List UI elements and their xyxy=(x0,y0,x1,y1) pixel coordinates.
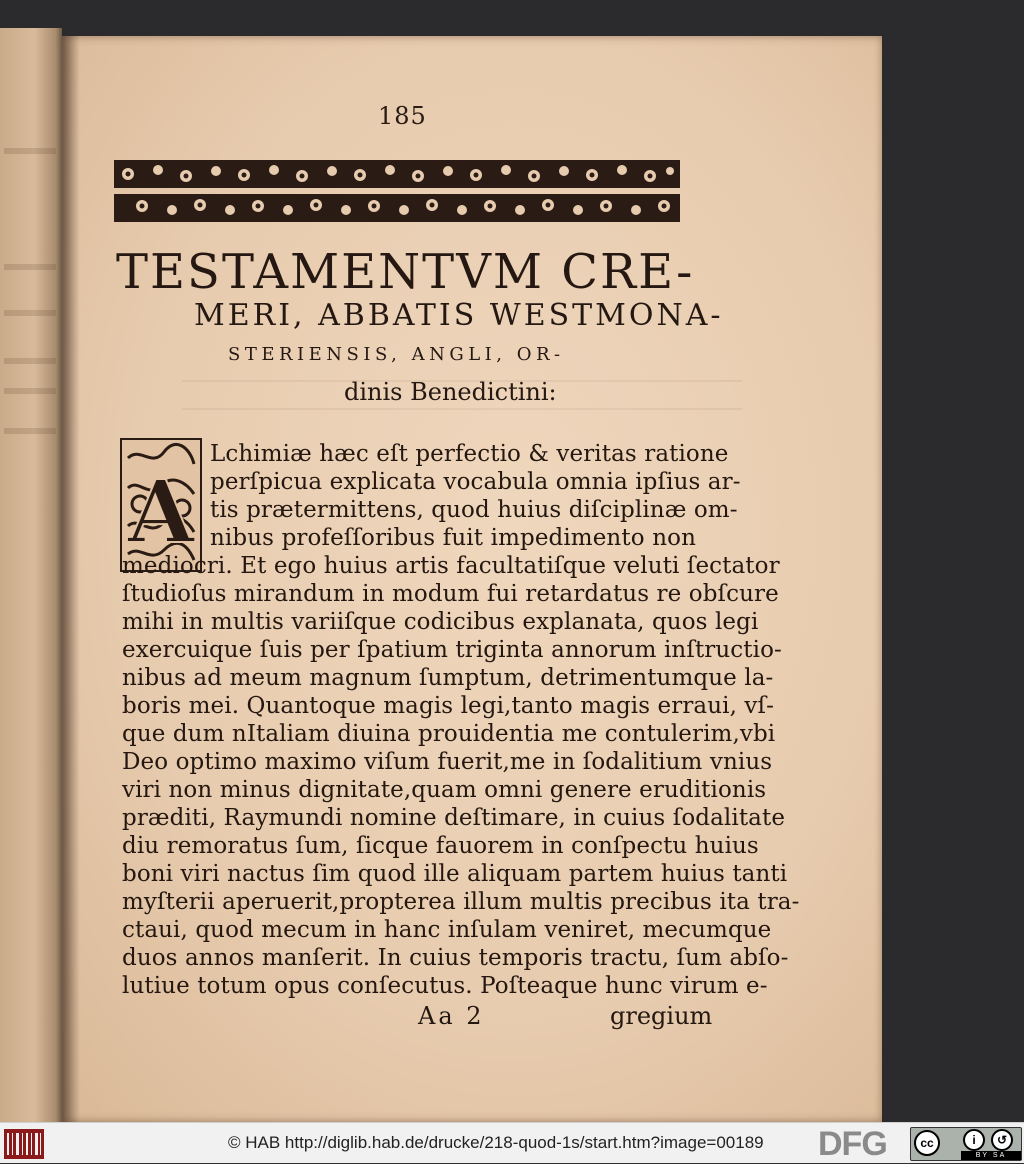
body-line: Deo optimo maximo viſum fuerit,me in ſodalitium vnius xyxy=(122,749,773,775)
body-line: nibus ad meum magnum ſumptum, detrimentumque la- xyxy=(122,665,774,691)
body-line: tis prætermittens, quod huius diſciplinæ om- xyxy=(210,497,738,523)
bleed-through-line xyxy=(182,408,742,410)
body-line: boni viri nactus ſim quod ille aliquam partem huius tanti xyxy=(122,861,788,887)
body-line: mihi in multis variiſque codicibus explanata, quos legi xyxy=(122,609,759,635)
share-alike-icon: ↺ xyxy=(991,1129,1013,1151)
body-line: Lchimiæ hæc eſt perfectio & veritas ratione xyxy=(210,441,729,467)
hab-barcode-icon xyxy=(4,1129,44,1159)
signature-mark: Aa 2 xyxy=(418,1002,485,1030)
footer-bar xyxy=(0,1122,1024,1163)
bleed-through-mark xyxy=(4,264,56,270)
bleed-through-mark xyxy=(4,388,56,394)
title-line-4: dinis Benedictini: xyxy=(344,378,557,406)
body-line: duos annos manſerit. In cuius temporis tractu, ſum abſo- xyxy=(122,945,789,971)
ornament-band-top xyxy=(114,160,680,188)
cc-license-badge[interactable] xyxy=(910,1127,1022,1161)
previous-page-edge xyxy=(0,28,62,1122)
body-line: lutiue totum opus conſecutus. Poſteaque hunc virum e- xyxy=(122,973,768,999)
catchword: gregium xyxy=(610,1002,713,1030)
body-line: viri non minus dignitate,quam omni genere eruditionis xyxy=(122,777,767,803)
title-line-3: STERIENSIS, ANGLI, OR- xyxy=(228,344,565,365)
initial-letter: A xyxy=(127,462,195,563)
bleed-through-mark xyxy=(4,148,56,154)
page-gutter-shadow xyxy=(62,36,80,1122)
page-number: 185 xyxy=(378,102,427,130)
body-line: nibus profeſſoribus fuit impedimento non xyxy=(210,525,696,551)
title-line-1: TESTAMENTVM CRE- xyxy=(116,244,695,300)
license-strip: BY SA xyxy=(961,1151,1021,1160)
body-line: ſtudioſus mirandum in modum fui retardatus re obſcure xyxy=(122,581,779,607)
title-line-2: MERI, ABBATIS WESTMONA- xyxy=(194,298,724,333)
ornament-band-bottom xyxy=(114,194,680,222)
source-credit-link[interactable]: © HAB http://diglib.hab.de/drucke/218-quod-1s/start.htm?image=00189 xyxy=(228,1133,764,1152)
body-line: diu remoratus ſum, ſicque fauorem in conſpectu huius xyxy=(122,833,759,859)
body-line: perſpicua explicata vocabula omnia ipſius ar- xyxy=(210,469,741,495)
body-line: ctaui, quod mecum in hanc inſulam veniret, mecumque xyxy=(122,917,772,943)
body-line: exercuique ſuis per ſpatium triginta annorum inſtructio- xyxy=(122,637,782,663)
cc-icon: cc xyxy=(914,1130,940,1156)
body-line: boris mei. Quantoque magis legi,tanto magis erraui, vſ- xyxy=(122,693,775,719)
body-line: myſterii aperuerit,propterea illum multis precibus ita tra- xyxy=(122,889,800,915)
book-page xyxy=(62,36,882,1122)
bleed-through-mark xyxy=(4,358,56,364)
bleed-through-mark xyxy=(4,428,56,434)
dfg-logo: DFG xyxy=(818,1125,887,1163)
body-line: mediocri. Et ego huius artis facultatiſque veluti ſectator xyxy=(122,553,780,579)
body-line: que dum nItaliam diuina prouidentia me contulerim,vbi xyxy=(122,721,776,747)
body-line: præditi, Raymundi nomine deſtimare, in cuius ſodalitate xyxy=(122,805,786,831)
attribution-icon: i xyxy=(963,1129,985,1151)
bleed-through-mark xyxy=(4,310,56,316)
